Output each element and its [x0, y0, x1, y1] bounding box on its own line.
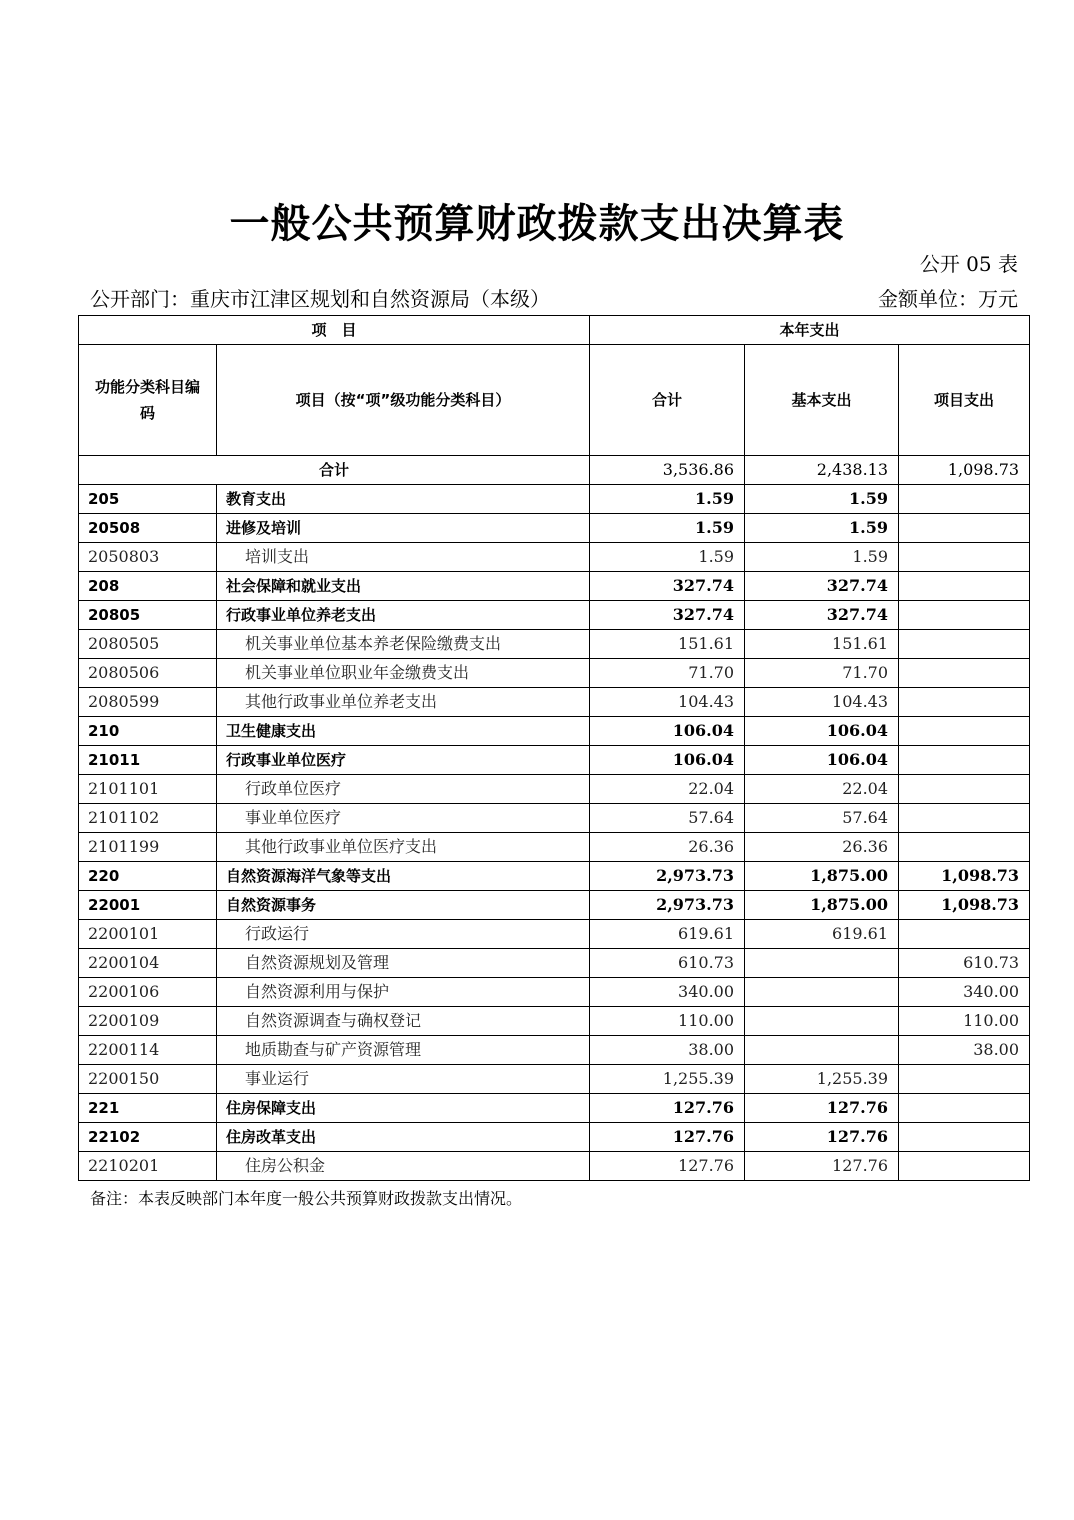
header-year-spending: 本年支出 [590, 316, 1030, 345]
document-title: 一般公共预算财政拨款支出决算表 [229, 201, 845, 247]
row-total: 327.74 [590, 601, 745, 630]
row-code: 208 [79, 572, 217, 601]
row-name: 行政事业单位养老支出 [217, 601, 590, 630]
table-row [79, 978, 1030, 1007]
row-code: 2080599 [79, 688, 217, 717]
row-name: 自然资源事务 [217, 891, 590, 920]
row-code: 2200104 [79, 949, 217, 978]
row-project [899, 688, 1030, 717]
row-name: 社会保障和就业支出 [217, 572, 590, 601]
table-row [79, 1094, 1030, 1123]
row-total: 619.61 [590, 920, 745, 949]
row-name: 自然资源海洋气象等支出 [217, 862, 590, 891]
table-row [79, 1007, 1030, 1036]
row-project: 340.00 [899, 978, 1030, 1007]
row-basic: 22.04 [745, 775, 899, 804]
table-row [79, 601, 1030, 630]
row-total: 610.73 [590, 949, 745, 978]
row-basic: 57.64 [745, 804, 899, 833]
table-row [79, 775, 1030, 804]
row-project [899, 833, 1030, 862]
row-name: 行政运行 [217, 920, 590, 949]
row-project [899, 572, 1030, 601]
row-total: 1,255.39 [590, 1065, 745, 1094]
row-code: 2200109 [79, 1007, 217, 1036]
row-total: 127.76 [590, 1152, 745, 1181]
row-project [899, 920, 1030, 949]
row-total: 110.00 [590, 1007, 745, 1036]
row-name: 自然资源规划及管理 [217, 949, 590, 978]
table-row [79, 630, 1030, 659]
row-total: 1.59 [590, 514, 745, 543]
row-project [899, 746, 1030, 775]
row-total: 127.76 [590, 1094, 745, 1123]
row-code: 21011 [79, 746, 217, 775]
row-basic: 71.70 [745, 659, 899, 688]
row-project [899, 1065, 1030, 1094]
row-basic: 619.61 [745, 920, 899, 949]
row-project [899, 630, 1030, 659]
total-sum: 3,536.86 [590, 456, 745, 485]
amount-unit-label: 金额单位：万元 [878, 287, 1018, 311]
row-code: 2050803 [79, 543, 217, 572]
table-row [79, 804, 1030, 833]
table-row [79, 1065, 1030, 1094]
row-code: 2080506 [79, 659, 217, 688]
table-row [79, 659, 1030, 688]
row-code: 2200106 [79, 978, 217, 1007]
row-basic [745, 978, 899, 1007]
table-row [79, 949, 1030, 978]
row-basic: 1,875.00 [745, 862, 899, 891]
row-name: 地质勘查与矿产资源管理 [217, 1036, 590, 1065]
row-name: 自然资源调查与确权登记 [217, 1007, 590, 1036]
table-row [79, 1123, 1030, 1152]
row-basic: 26.36 [745, 833, 899, 862]
row-name: 进修及培训 [217, 514, 590, 543]
row-total: 1.59 [590, 543, 745, 572]
row-code: 2200114 [79, 1036, 217, 1065]
row-basic [745, 1036, 899, 1065]
footnote: 备注：本表反映部门本年度一般公共预算财政拨款支出情况。 [90, 1189, 523, 1208]
header-code: 功能分类科目编码 [79, 345, 217, 456]
row-project: 1,098.73 [899, 862, 1030, 891]
row-name: 行政单位医疗 [217, 775, 590, 804]
table-row [79, 1036, 1030, 1065]
row-total: 340.00 [590, 978, 745, 1007]
row-name: 事业单位医疗 [217, 804, 590, 833]
row-code: 20805 [79, 601, 217, 630]
row-total: 71.70 [590, 659, 745, 688]
table-row [79, 920, 1030, 949]
row-total: 151.61 [590, 630, 745, 659]
header-total: 合计 [590, 345, 745, 456]
row-name: 教育支出 [217, 485, 590, 514]
row-code: 22001 [79, 891, 217, 920]
total-row [79, 456, 1030, 485]
row-project [899, 717, 1030, 746]
header-basic: 基本支出 [745, 345, 899, 456]
row-code: 2101101 [79, 775, 217, 804]
row-code: 220 [79, 862, 217, 891]
row-total: 22.04 [590, 775, 745, 804]
row-project [899, 514, 1030, 543]
row-project [899, 543, 1030, 572]
table-row [79, 833, 1030, 862]
row-code: 20508 [79, 514, 217, 543]
row-code: 205 [79, 485, 217, 514]
row-name: 其他行政事业单位医疗支出 [217, 833, 590, 862]
row-total: 106.04 [590, 746, 745, 775]
row-project [899, 485, 1030, 514]
row-total: 38.00 [590, 1036, 745, 1065]
row-basic: 151.61 [745, 630, 899, 659]
row-total: 327.74 [590, 572, 745, 601]
row-name: 自然资源利用与保护 [217, 978, 590, 1007]
row-name: 卫生健康支出 [217, 717, 590, 746]
table-number: 公开 05 表 [919, 252, 1018, 276]
row-project [899, 659, 1030, 688]
row-basic [745, 949, 899, 978]
table-row [79, 485, 1030, 514]
table-row [79, 572, 1030, 601]
row-total: 127.76 [590, 1123, 745, 1152]
row-total: 2,973.73 [590, 862, 745, 891]
row-code: 2200150 [79, 1065, 217, 1094]
table-row [79, 1152, 1030, 1181]
total-basic: 2,438.13 [745, 456, 899, 485]
row-project [899, 1123, 1030, 1152]
row-code: 22102 [79, 1123, 217, 1152]
row-basic [745, 1007, 899, 1036]
row-total: 1.59 [590, 485, 745, 514]
table-row [79, 891, 1030, 920]
table-row [79, 746, 1030, 775]
row-project [899, 1152, 1030, 1181]
row-basic: 104.43 [745, 688, 899, 717]
header-name: 项目（按“项”级功能分类科目） [217, 345, 590, 456]
table-row [79, 717, 1030, 746]
row-project [899, 1094, 1030, 1123]
row-total: 2,973.73 [590, 891, 745, 920]
row-basic: 106.04 [745, 717, 899, 746]
row-basic: 1,875.00 [745, 891, 899, 920]
row-code: 2101199 [79, 833, 217, 862]
row-basic: 327.74 [745, 572, 899, 601]
row-code: 2200101 [79, 920, 217, 949]
row-project [899, 804, 1030, 833]
row-total: 26.36 [590, 833, 745, 862]
row-project [899, 775, 1030, 804]
row-name: 事业运行 [217, 1065, 590, 1094]
total-project: 1,098.73 [899, 456, 1030, 485]
table-row [79, 543, 1030, 572]
row-project: 1,098.73 [899, 891, 1030, 920]
total-label: 合计 [79, 456, 590, 485]
row-basic: 127.76 [745, 1152, 899, 1181]
table-row [79, 688, 1030, 717]
row-name: 机关事业单位职业年金缴费支出 [217, 659, 590, 688]
row-name: 其他行政事业单位养老支出 [217, 688, 590, 717]
row-total: 57.64 [590, 804, 745, 833]
expenditure-table [78, 315, 1030, 1181]
row-basic: 1.59 [745, 514, 899, 543]
department-label: 公开部门：重庆市江津区规划和自然资源局（本级） [90, 287, 550, 311]
row-basic: 106.04 [745, 746, 899, 775]
row-basic: 127.76 [745, 1123, 899, 1152]
header-project: 项 目 [79, 316, 590, 345]
row-basic: 327.74 [745, 601, 899, 630]
row-code: 2210201 [79, 1152, 217, 1181]
row-name: 培训支出 [217, 543, 590, 572]
row-code: 221 [79, 1094, 217, 1123]
header-project-spending: 项目支出 [899, 345, 1030, 456]
row-basic: 1.59 [745, 485, 899, 514]
row-code: 210 [79, 717, 217, 746]
row-code: 2101102 [79, 804, 217, 833]
row-code: 2080505 [79, 630, 217, 659]
row-project: 38.00 [899, 1036, 1030, 1065]
row-basic: 127.76 [745, 1094, 899, 1123]
row-name: 机关事业单位基本养老保险缴费支出 [217, 630, 590, 659]
table-row [79, 514, 1030, 543]
row-basic: 1.59 [745, 543, 899, 572]
row-project: 110.00 [899, 1007, 1030, 1036]
row-project [899, 601, 1030, 630]
row-name: 行政事业单位医疗 [217, 746, 590, 775]
row-total: 104.43 [590, 688, 745, 717]
row-name: 住房改革支出 [217, 1123, 590, 1152]
row-basic: 1,255.39 [745, 1065, 899, 1094]
row-total: 106.04 [590, 717, 745, 746]
table-row [79, 862, 1030, 891]
row-project: 610.73 [899, 949, 1030, 978]
row-name: 住房保障支出 [217, 1094, 590, 1123]
row-name: 住房公积金 [217, 1152, 590, 1181]
